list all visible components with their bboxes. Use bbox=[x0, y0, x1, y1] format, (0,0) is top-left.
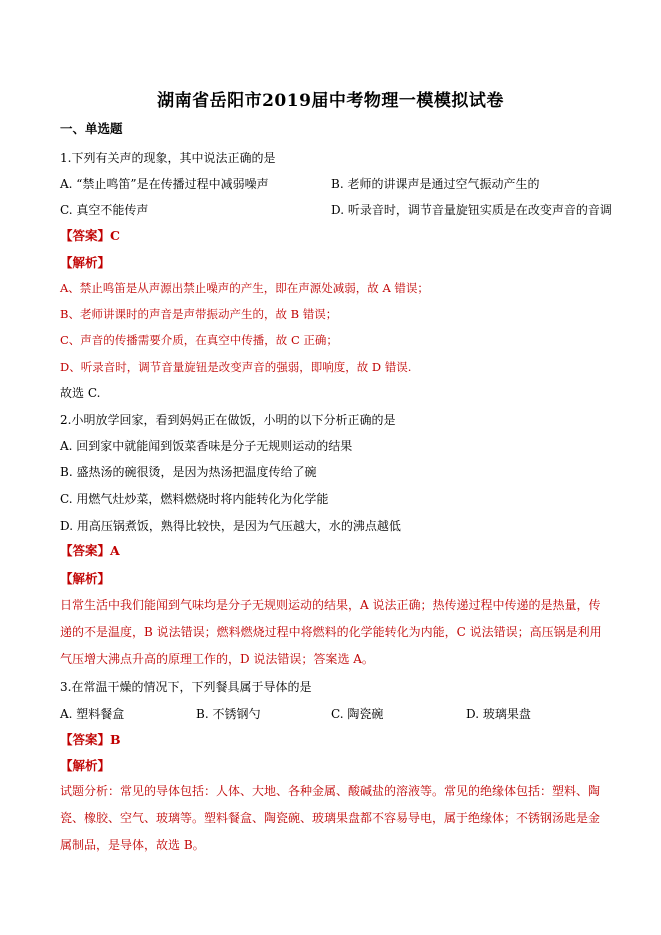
question-3-answer bbox=[60, 732, 121, 748]
question-1-option-c: C. 真空不能传声 bbox=[60, 203, 149, 217]
question-1-analysis-line: B、老师讲课时的声音是声带振动产生的，故 B 错误； bbox=[60, 307, 338, 321]
question-1-analysis-tag: 【解析】 bbox=[60, 255, 111, 270]
question-1-conclusion: 故选 C. bbox=[60, 386, 101, 400]
question-1-analysis-line: D、听录音时，调节音量旋钮是改变声音的强弱，即响度，故 D 错误. bbox=[60, 360, 412, 374]
page-title: 湖南省岳阳市2019届中考物理一模模拟试卷 bbox=[157, 91, 504, 111]
question-1-option-a: A. “禁止鸣笛”是在传播过程中减弱噪声 bbox=[60, 177, 269, 191]
question-2-option-b: B. 盛热汤的碗很烫，是因为热汤把温度传给了碗 bbox=[60, 465, 317, 479]
answer-tag: 【答案】 bbox=[60, 543, 111, 558]
answer-tag: 【答案】 bbox=[60, 732, 111, 747]
question-1-option-d: D. 听录音时，调节音量旋钮实质是在改变声音的音调 bbox=[331, 203, 612, 217]
question-3-option-d: D. 玻璃果盘 bbox=[466, 707, 531, 721]
question-2-option-a: A. 回到家中就能闻到饭菜香味是分子无规则运动的结果 bbox=[60, 439, 353, 453]
question-3-option-a: A. 塑料餐盒 bbox=[60, 707, 125, 721]
answer-value: C bbox=[110, 228, 120, 243]
question-3-analysis: 试题分析：常见的导体包括：人体、大地、各种金属、酸碱盐的溶液等。常见的绝缘体包括：塑料、陶瓷、橡胶、空气、玻璃等。塑料餐盒、陶瓷碗、玻璃果盘都不容易导电，属于绝缘体；不锈钢汤匙是金属制品，是导体，故选 B。 bbox=[60, 784, 601, 852]
question-2-analysis: 日常生活中我们能闻到气味均是分子无规则运动的结果，A 说法正确；热传递过程中传递的是热量，传递的不是温度，B 说法错误；燃料燃烧过程中将燃料的化学能转化为内能，C 说法错误；高压锅是利用气压增大沸点升高的原理工作的，D 说法错误；答案选 A。 bbox=[60, 598, 602, 666]
question-1-analysis-line: C、声音的传播需要介质，在真空中传播，故 C 正确； bbox=[60, 333, 338, 347]
question-1-analysis-line: A、禁止鸣笛是从声源出禁止噪声的产生，即在声源处减弱，故 A 错误； bbox=[60, 281, 429, 295]
question-2-option-c: C. 用燃气灶炒菜，燃料燃烧时将内能转化为化学能 bbox=[60, 492, 329, 506]
answer-value: A bbox=[110, 543, 120, 558]
question-1-stem: 1.下列有关声的现象，其中说法正确的是 bbox=[60, 151, 276, 165]
section-heading: 一、单选题 bbox=[60, 121, 123, 136]
answer-tag: 【答案】 bbox=[60, 228, 111, 243]
question-2-analysis-tag: 【解析】 bbox=[60, 571, 111, 586]
question-2-answer bbox=[60, 543, 120, 559]
question-1-answer bbox=[60, 228, 120, 244]
question-1-option-b: B. 老师的讲课声是通过空气振动产生的 bbox=[331, 177, 540, 191]
question-3-option-b: B. 不锈钢勺 bbox=[196, 707, 261, 721]
question-2-stem: 2.小明放学回家，看到妈妈正在做饭，小明的以下分析正确的是 bbox=[60, 413, 396, 427]
question-3-option-c: C. 陶瓷碗 bbox=[331, 707, 384, 721]
question-2-option-d: D. 用高压锅煮饭，熟得比较快，是因为气压越大，水的沸点越低 bbox=[60, 519, 401, 533]
question-3-analysis-tag: 【解析】 bbox=[60, 758, 111, 773]
answer-value: B bbox=[110, 732, 121, 747]
question-3-stem: 3.在常温干燥的情况下，下列餐具属于导体的是 bbox=[60, 680, 312, 694]
